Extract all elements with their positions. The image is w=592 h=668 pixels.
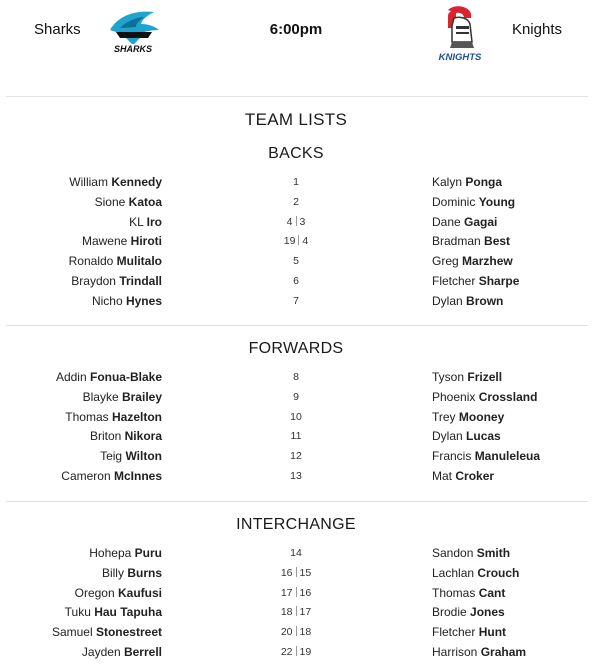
home-player-link[interactable] bbox=[65, 410, 162, 424]
away-player-link[interactable] bbox=[432, 566, 519, 580]
away-player-link[interactable] bbox=[432, 274, 519, 288]
away-player-first-name: Bradman bbox=[432, 234, 481, 249]
home-player-last-name: Brailey bbox=[121, 389, 162, 404]
player-row bbox=[0, 291, 592, 311]
home-player-last-name: Hau Tapuha bbox=[94, 605, 162, 620]
jersey-numbers bbox=[246, 587, 346, 599]
home-player-link[interactable] bbox=[69, 254, 162, 268]
home-jersey-number: 7 bbox=[293, 294, 299, 307]
home-player-first-name: Blayke bbox=[82, 389, 119, 404]
jersey-numbers bbox=[246, 470, 346, 482]
away-player-link[interactable] bbox=[432, 175, 502, 189]
away-player-link[interactable] bbox=[432, 390, 537, 404]
away-player-first-name: Harrison bbox=[432, 645, 478, 659]
away-player-last-name: Frizell bbox=[467, 370, 503, 384]
home-jersey-number: 17 bbox=[280, 586, 293, 599]
home-jersey-number: 20 bbox=[280, 626, 293, 639]
away-player-first-name: Sandon bbox=[432, 546, 474, 560]
jersey-numbers bbox=[246, 646, 346, 658]
jersey-numbers bbox=[246, 275, 346, 287]
home-player-link[interactable] bbox=[52, 625, 162, 639]
jersey-numbers bbox=[246, 547, 346, 559]
home-player-last-name: McInnes bbox=[113, 469, 162, 483]
away-player-first-name: Dominic bbox=[432, 194, 476, 209]
home-player-link[interactable] bbox=[65, 605, 162, 619]
away-player-link[interactable] bbox=[432, 429, 501, 443]
number-separator bbox=[296, 567, 297, 577]
player-row bbox=[0, 602, 592, 622]
home-player-first-name: Thomas bbox=[65, 409, 109, 424]
away-jersey-number: 4 bbox=[302, 235, 309, 248]
home-jersey-number: 4 bbox=[286, 215, 293, 228]
home-team-name: Sharks bbox=[34, 21, 81, 38]
away-player-first-name: Lachlan bbox=[432, 565, 475, 580]
home-player-last-name: Katoa bbox=[128, 194, 162, 209]
home-player-first-name: Nicho bbox=[91, 293, 123, 308]
away-player-last-name: Croker bbox=[455, 469, 495, 483]
knights-logo[interactable] bbox=[434, 4, 486, 62]
home-player-last-name: Iro bbox=[146, 214, 162, 229]
home-player-last-name: Berrell bbox=[123, 645, 162, 659]
away-jersey-number: 3 bbox=[299, 215, 306, 228]
jersey-numbers bbox=[246, 196, 346, 208]
jersey-numbers bbox=[246, 626, 346, 638]
away-player-first-name: Dylan bbox=[432, 293, 463, 308]
home-player-last-name: Puru bbox=[134, 546, 162, 560]
home-jersey-number: 22 bbox=[280, 646, 293, 658]
svg-text:KNIGHTS: KNIGHTS bbox=[438, 52, 482, 62]
away-player-first-name: Trey bbox=[432, 409, 456, 424]
player-row bbox=[0, 642, 592, 662]
away-player-last-name: Brown bbox=[466, 293, 504, 308]
jersey-numbers bbox=[246, 450, 346, 462]
player-row bbox=[0, 583, 592, 603]
away-player-first-name: Mat bbox=[432, 469, 453, 483]
away-player-first-name: Kalyn bbox=[432, 175, 463, 189]
away-player-first-name: Fletcher bbox=[432, 274, 476, 288]
away-player-first-name: Fletcher bbox=[432, 625, 476, 640]
home-player-link[interactable] bbox=[82, 645, 162, 659]
home-player-first-name: Sione bbox=[94, 194, 126, 209]
number-separator bbox=[296, 216, 297, 226]
away-player-last-name: Graham bbox=[480, 645, 527, 659]
player-row bbox=[0, 387, 592, 407]
home-player-first-name: Mawene bbox=[81, 234, 128, 249]
jersey-numbers bbox=[246, 295, 346, 307]
away-player-first-name: Brodie bbox=[432, 605, 467, 620]
home-jersey-number: 11 bbox=[290, 430, 302, 443]
home-player-last-name: Burns bbox=[127, 565, 162, 580]
player-row bbox=[0, 271, 592, 291]
home-player-last-name: Hynes bbox=[125, 293, 162, 308]
player-row bbox=[0, 543, 592, 563]
home-jersey-number: 8 bbox=[293, 371, 299, 383]
away-player-last-name: Sharpe bbox=[478, 274, 520, 288]
jersey-numbers bbox=[246, 430, 346, 442]
home-jersey-number: 1 bbox=[293, 176, 299, 188]
home-player-link[interactable] bbox=[61, 469, 162, 483]
home-player-last-name: Hazelton bbox=[111, 409, 162, 424]
section-title-interchange: INTERCHANGE bbox=[236, 516, 356, 533]
home-player-last-name: Kaufusi bbox=[117, 585, 162, 600]
player-row bbox=[0, 426, 592, 446]
jersey-numbers bbox=[246, 391, 346, 403]
home-player-first-name: Cameron bbox=[61, 469, 111, 483]
number-separator bbox=[296, 587, 297, 597]
home-player-link[interactable] bbox=[83, 390, 162, 404]
home-player-last-name: Trindall bbox=[119, 274, 162, 288]
player-row bbox=[0, 231, 592, 251]
away-player-last-name: Ponga bbox=[465, 175, 503, 189]
home-jersey-number: 9 bbox=[293, 390, 299, 403]
player-row bbox=[0, 212, 592, 232]
player-row bbox=[0, 251, 592, 271]
away-player-last-name: Marzhew bbox=[462, 254, 513, 269]
home-player-link[interactable] bbox=[90, 429, 162, 443]
away-player-last-name: Gagai bbox=[464, 214, 498, 229]
home-player-first-name: Ronaldo bbox=[68, 254, 114, 269]
jersey-numbers bbox=[246, 216, 346, 228]
home-player-first-name: Oregon bbox=[74, 585, 115, 600]
away-team-name: Knights bbox=[511, 21, 562, 38]
away-player-last-name: Jones bbox=[470, 605, 505, 620]
away-player-link[interactable] bbox=[432, 469, 494, 483]
away-player-first-name: Francis bbox=[432, 449, 472, 464]
kickoff-time: 6:00pm bbox=[269, 21, 323, 38]
divider bbox=[6, 96, 588, 97]
away-player-last-name: Young bbox=[478, 194, 516, 209]
away-player-first-name: Greg bbox=[432, 254, 459, 269]
away-player-link[interactable] bbox=[432, 586, 505, 600]
home-jersey-number: 6 bbox=[293, 275, 299, 287]
home-player-link[interactable] bbox=[71, 274, 162, 288]
jersey-numbers bbox=[246, 235, 346, 247]
away-jersey-number: 19 bbox=[299, 646, 312, 658]
home-player-last-name: Wilton bbox=[125, 449, 162, 464]
player-row bbox=[0, 446, 592, 466]
home-player-first-name: Addin bbox=[55, 370, 87, 384]
player-row bbox=[0, 192, 592, 212]
player-row bbox=[0, 622, 592, 642]
away-player-first-name: Tyson bbox=[432, 370, 465, 384]
home-player-link[interactable] bbox=[75, 586, 162, 600]
away-player-link[interactable] bbox=[432, 645, 526, 659]
home-player-last-name: Mulitalo bbox=[116, 254, 162, 269]
home-player-first-name: KL bbox=[129, 214, 144, 229]
away-player-link[interactable] bbox=[432, 625, 506, 639]
number-separator bbox=[296, 626, 297, 636]
home-jersey-number: 18 bbox=[280, 606, 293, 619]
home-player-link[interactable] bbox=[82, 234, 162, 248]
home-player-last-name: Stonestreet bbox=[95, 625, 162, 640]
home-jersey-number: 2 bbox=[293, 195, 299, 208]
home-player-first-name: William bbox=[69, 175, 108, 189]
number-separator bbox=[298, 235, 299, 245]
home-player-link[interactable] bbox=[95, 195, 162, 209]
away-jersey-number: 18 bbox=[299, 626, 312, 639]
number-separator bbox=[296, 646, 297, 656]
away-player-link[interactable] bbox=[432, 195, 515, 209]
away-player-link[interactable] bbox=[432, 234, 510, 248]
away-player-last-name: Best bbox=[484, 234, 511, 249]
jersey-numbers bbox=[246, 255, 346, 267]
away-player-first-name: Thomas bbox=[432, 585, 476, 600]
away-player-last-name: Hunt bbox=[478, 625, 507, 640]
home-jersey-number: 19 bbox=[283, 235, 296, 248]
team-lists-title: TEAM LISTS bbox=[244, 110, 348, 129]
home-player-first-name: Billy bbox=[101, 565, 124, 580]
home-player-first-name: Hohepa bbox=[89, 546, 132, 560]
jersey-numbers bbox=[246, 176, 346, 188]
home-player-first-name: Samuel bbox=[51, 625, 93, 640]
section-title-backs: BACKS bbox=[268, 145, 324, 162]
home-player-last-name: Fonua-Blake bbox=[89, 370, 162, 384]
home-jersey-number: 14 bbox=[290, 547, 302, 559]
home-player-first-name: Braydon bbox=[71, 274, 116, 288]
home-player-last-name: Kennedy bbox=[111, 175, 162, 189]
player-row bbox=[0, 563, 592, 583]
away-player-link[interactable] bbox=[432, 546, 510, 560]
home-jersey-number: 5 bbox=[293, 255, 299, 268]
away-player-last-name: Smith bbox=[476, 546, 511, 560]
away-player-last-name: Crossland bbox=[478, 389, 538, 404]
player-row bbox=[0, 367, 592, 387]
away-player-link[interactable] bbox=[432, 215, 497, 229]
home-player-link[interactable] bbox=[89, 546, 162, 560]
away-player-last-name: Mooney bbox=[458, 409, 505, 424]
away-player-last-name: Cant bbox=[478, 585, 506, 600]
jersey-numbers bbox=[246, 411, 346, 423]
away-jersey-number: 15 bbox=[299, 566, 312, 579]
away-player-first-name: Dane bbox=[432, 214, 461, 229]
player-row bbox=[0, 407, 592, 427]
away-player-last-name: Manuleleua bbox=[474, 449, 541, 464]
home-player-link[interactable] bbox=[92, 294, 162, 308]
player-row bbox=[0, 172, 592, 192]
jersey-numbers bbox=[246, 567, 346, 579]
home-player-first-name: Tuku bbox=[64, 605, 91, 620]
away-player-last-name: Crouch bbox=[477, 565, 520, 580]
home-player-link[interactable] bbox=[56, 370, 162, 384]
home-jersey-number: 13 bbox=[290, 470, 302, 482]
away-jersey-number: 16 bbox=[299, 586, 312, 599]
divider bbox=[6, 325, 588, 326]
away-player-link[interactable] bbox=[432, 294, 503, 308]
player-row bbox=[0, 466, 592, 486]
away-player-link[interactable] bbox=[432, 410, 504, 424]
away-player-link[interactable] bbox=[432, 605, 505, 619]
match-header bbox=[0, 0, 592, 70]
home-player-link[interactable] bbox=[100, 449, 162, 463]
jersey-numbers bbox=[246, 606, 346, 618]
away-player-first-name: Dylan bbox=[432, 429, 463, 444]
home-jersey-number: 12 bbox=[290, 450, 302, 463]
home-player-link[interactable] bbox=[102, 566, 162, 580]
home-jersey-number: 10 bbox=[290, 410, 302, 423]
home-player-link[interactable] bbox=[129, 215, 162, 229]
away-jersey-number: 17 bbox=[299, 606, 312, 619]
away-player-first-name: Phoenix bbox=[432, 389, 476, 404]
section-title-forwards: FORWARDS bbox=[248, 340, 344, 357]
svg-text:SHARKS: SHARKS bbox=[113, 44, 153, 54]
away-player-last-name: Lucas bbox=[466, 429, 501, 444]
home-player-last-name: Hiroti bbox=[130, 234, 162, 249]
home-player-last-name: Nikora bbox=[124, 429, 162, 444]
home-player-first-name: Jayden bbox=[81, 645, 121, 659]
home-player-first-name: Teig bbox=[100, 449, 123, 464]
divider bbox=[6, 501, 588, 502]
away-player-link[interactable] bbox=[432, 254, 513, 268]
home-player-first-name: Briton bbox=[89, 429, 122, 444]
away-player-link[interactable] bbox=[432, 449, 540, 463]
away-player-link[interactable] bbox=[432, 370, 502, 384]
home-jersey-number: 16 bbox=[280, 566, 293, 579]
number-separator bbox=[296, 606, 297, 616]
jersey-numbers bbox=[246, 371, 346, 383]
home-player-link[interactable] bbox=[69, 175, 162, 189]
